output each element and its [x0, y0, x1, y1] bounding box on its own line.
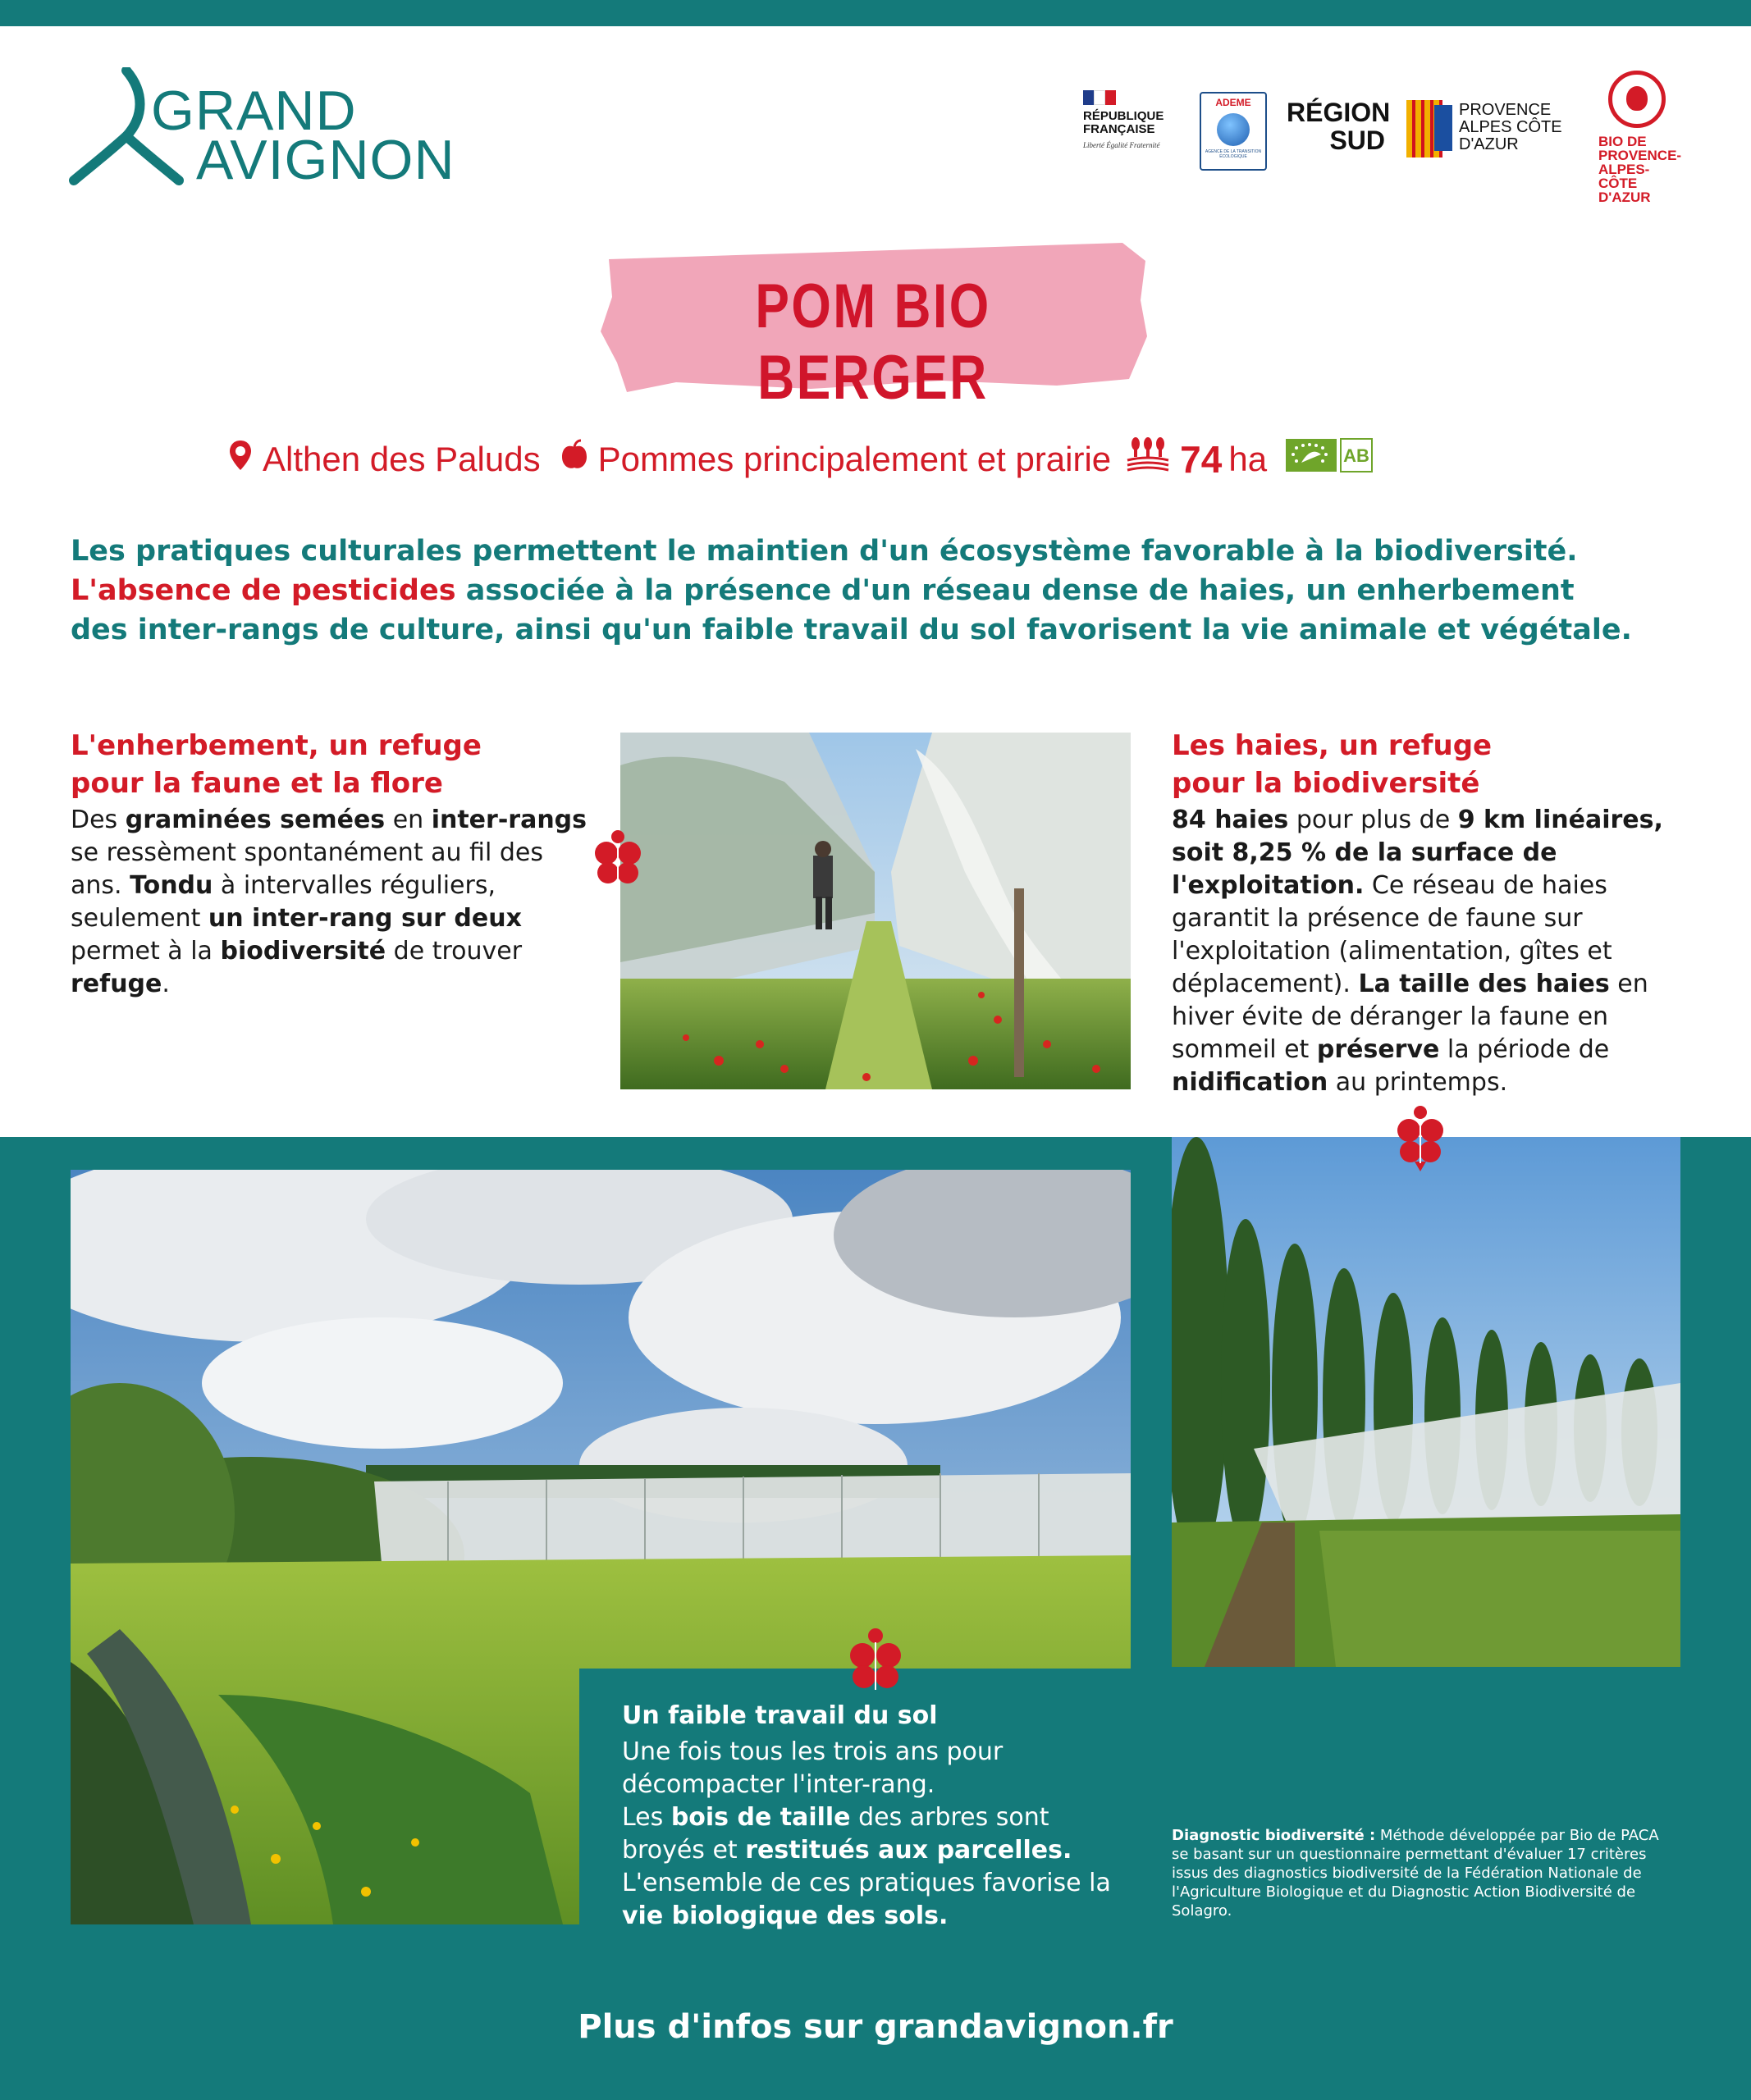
right-section-title [1172, 727, 1492, 802]
intro-paragraph [71, 532, 1703, 650]
text-run: Une fois tous les trois ans pour décompacter l'inter-rang. [622, 1737, 1004, 1799]
left-title-line-1: L'enherbement, un refuge [71, 729, 482, 762]
grand-avignon-logo [69, 67, 463, 190]
logo-line-1: GRAND [151, 80, 357, 142]
diagnostic-text: Méthode développée par Bio de PACA se basant sur un questionnaire permettant d'évaluer 17 critères issus des diagnostics biodiversité de la Fédération Nationale de l'Agriculture Biologique et du Diagnostic Action Biodiversité de Solagro. [1172, 1827, 1659, 1920]
republique-label: RÉPUBLIQUE FRANÇAISE [1083, 109, 1164, 136]
poplar-hedge-photo [1172, 1137, 1680, 1667]
bio-sub-label: PROVENCE-ALPES-CÔTE D'AZUR [1598, 148, 1682, 205]
right-title-line-2: pour la biodiversité [1172, 767, 1480, 800]
location-text: Althen des Paluds [263, 440, 541, 478]
region-sub-label: PROVENCE ALPES CÔTE D'AZUR [1459, 101, 1562, 153]
text-run: de trouver [386, 937, 523, 966]
bio-label: BIO DE [1598, 134, 1647, 149]
ademe-sub-label: AGENCE DE LA TRANSITION ÉCOLOGIQUE [1205, 149, 1262, 159]
apple-icon [560, 439, 588, 480]
ab-text: AB [1343, 445, 1369, 466]
text-run: . [162, 970, 170, 998]
left-section-body [71, 804, 587, 1001]
text-run: biodiversité [220, 937, 386, 966]
text-run: Tondu [130, 871, 213, 900]
logo-line-2: AVIGNON [196, 129, 455, 191]
orchard-path-photo [620, 733, 1131, 1089]
ab-label-icon [1285, 438, 1374, 481]
text-run: à intervalles réguliers, seulement [71, 871, 496, 933]
intro-line-1: Les pratiques culturales permettent le maintien d'un écosystème favorable à la biodiversité. [71, 535, 1578, 568]
region-sud-logo [1287, 98, 1566, 164]
text-run: pour plus de [1288, 806, 1458, 834]
text-run: Des [71, 806, 126, 834]
text-run: en hiver évite de déranger la faune en sommeil et [1172, 970, 1648, 1064]
bio-paca-logo [1598, 71, 1684, 205]
intro-line-3: des inter-rangs de culture, ainsi qu'un faible travail du sol favorisent la vie animale et végétale. [71, 614, 1632, 646]
french-flag-icon [1083, 90, 1116, 105]
region-label: RÉGION SUD [1287, 98, 1391, 155]
page-title: POM BIO BERGER [755, 272, 991, 413]
red-bug-icon-3 [847, 1626, 904, 1693]
field-area-icon [1126, 437, 1170, 482]
devise-label: Liberté Égalité Fraternité [1083, 141, 1160, 149]
text-run: au printemps. [1328, 1068, 1508, 1097]
red-bug-icon [592, 829, 643, 886]
text-run: la période de [1439, 1035, 1610, 1064]
globe-icon [1217, 113, 1250, 146]
text-run: bois de taille [670, 1803, 851, 1832]
intro-line-2: associée à la présence d'un réseau dense de haies, un enherbement [455, 574, 1575, 607]
text-run: Les [622, 1803, 671, 1832]
text-run: restitués aux parcelles. [745, 1836, 1072, 1865]
ademe-label: ADEME [1215, 97, 1251, 108]
crops-text: Pommes principalement et prairie [597, 440, 1112, 478]
farm-info-line [228, 435, 1541, 484]
ademe-logo [1200, 92, 1267, 171]
soil-box-title: Un faible travail du sol [622, 1701, 938, 1730]
text-run: préserve [1316, 1035, 1440, 1064]
right-title-line-1: Les haies, un refuge [1172, 729, 1493, 762]
intro-highlight: L'absence de pesticides [71, 574, 456, 607]
text-run: se ressèment spontanément au fil des ans. [71, 838, 543, 900]
bio-flower-icon [1608, 71, 1666, 128]
text-run: Ce réseau de haies garantit la présence de faune sur l'exploitation (alimentation, gîtes et déplacement). [1172, 871, 1612, 998]
text-run: 9 km linéaires, soit 8,25 % de la surface de l'exploitation. [1172, 806, 1663, 900]
top-bar [0, 0, 1751, 26]
text-run: nidification [1172, 1068, 1328, 1097]
text-run: des arbres sont broyés et [622, 1803, 1049, 1865]
republique-francaise-logo [1083, 90, 1190, 172]
text-run: La taille des haies [1358, 970, 1610, 998]
region-cross-icon [1434, 105, 1452, 151]
text-run: inter-rangs [431, 806, 587, 834]
area-unit: ha [1228, 440, 1268, 478]
text-run: L'ensemble de ces pratiques favorise la [622, 1869, 1111, 1897]
soil-box-body [622, 1736, 1131, 1933]
text-run: refuge [71, 970, 162, 998]
left-title-line-2: pour la faune et la flore [71, 767, 443, 800]
diagnostic-note [1172, 1826, 1672, 1920]
footer-link-text: Plus d'infos sur grandavignon.fr [578, 2008, 1173, 2046]
text-run: vie biologique des sols. [622, 1901, 949, 1930]
diagnostic-label: Diagnostic biodiversité : [1172, 1827, 1376, 1844]
text-run: permet à la [71, 937, 221, 966]
right-section-body [1172, 804, 1680, 1099]
location-pin-icon [228, 439, 253, 480]
text-run: graminées semées [125, 806, 386, 834]
text-run: 84 haies [1172, 806, 1289, 834]
left-section-title [71, 727, 482, 802]
text-run: en [385, 806, 432, 834]
text-run: un inter-rang sur deux [208, 904, 522, 933]
red-bug-icon-2 [1395, 1104, 1446, 1173]
area-value: 74 [1180, 438, 1223, 481]
